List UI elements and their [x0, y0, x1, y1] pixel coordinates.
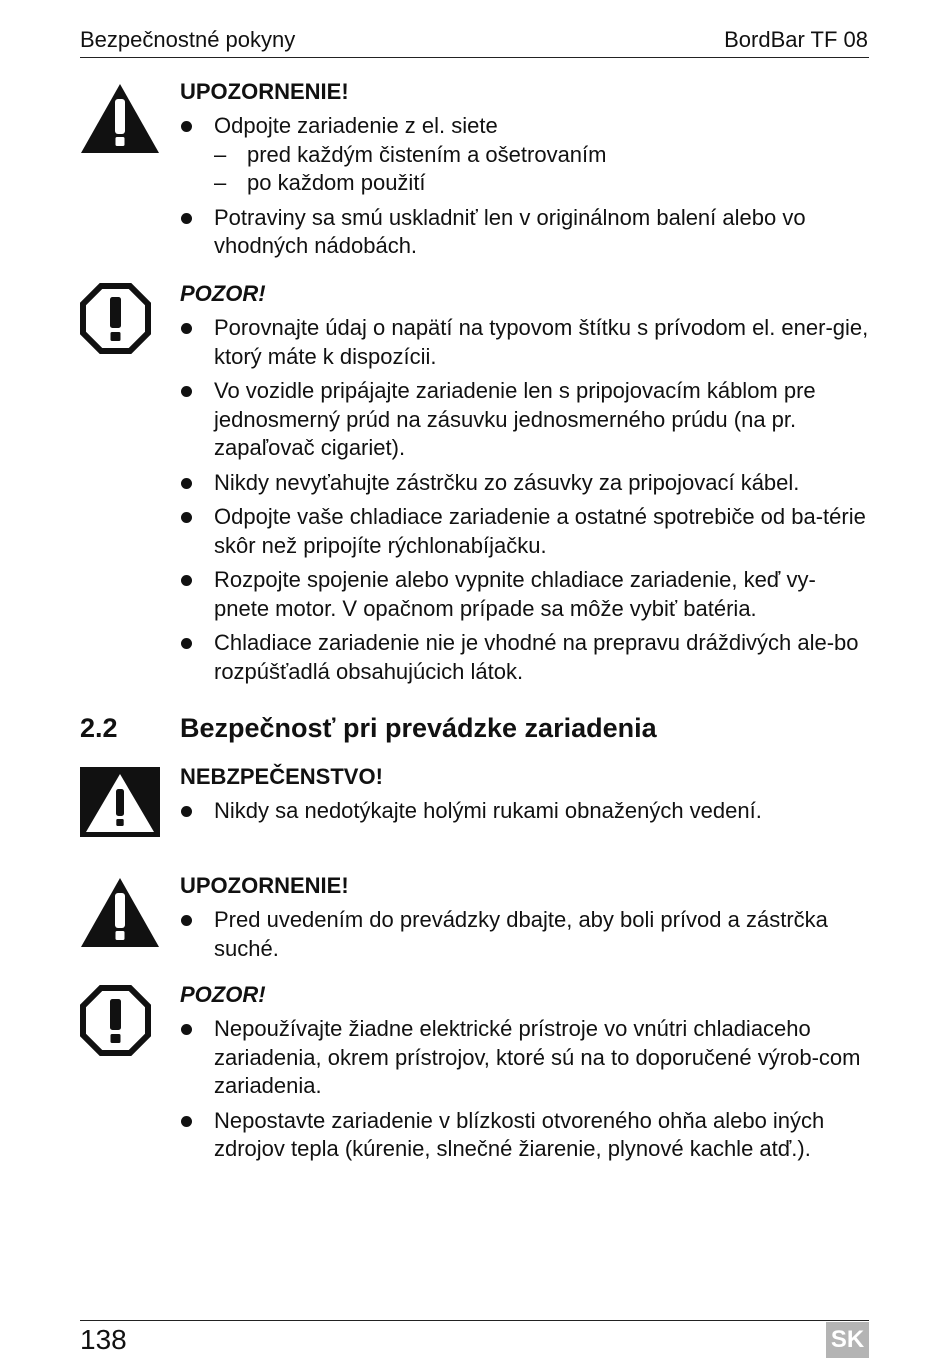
page-number: 138 [80, 1324, 127, 1355]
header-divider [80, 57, 869, 58]
dash-marker: – [214, 170, 227, 195]
list-item: Nepostavte zariadenie v blízkosti otvoreného ohňa alebo iných zdrojov tepla (kúrenie, slnečné žiarenie, plynové kachle atď.). [180, 1107, 870, 1164]
language-badge: SK [826, 1322, 869, 1358]
bullet-list [180, 1015, 870, 1164]
list-item: Porovnajte údaj o napätí na typovom štítku s prívodom el. ener-gie, ktorý máte k dispozícii. [180, 314, 870, 371]
danger-square-icon [80, 767, 160, 842]
list-item: Nikdy sa nedotýkajte holými rukami obnažených vedení. [180, 797, 870, 826]
list-item: Odpojte zariadenie z el. siete – pred každým čistením a ošetrovaním – po každom použití [180, 112, 870, 198]
bullet-icon [181, 386, 192, 397]
list-item: Potraviny sa smú uskladniť len v originálnom balení alebo vo vhodných nádobách. [180, 204, 870, 261]
section-number: 2.2 [80, 713, 118, 743]
sub-list-item: – po každom použití [214, 169, 870, 198]
bullet-icon [181, 512, 192, 523]
bullet-list [180, 906, 870, 963]
dash-marker: – [214, 141, 227, 167]
section-title: Bezpečnosť pri prevádzke zariadenia [180, 713, 657, 743]
sub-list [214, 141, 870, 198]
bullet-icon [181, 638, 192, 649]
notice-caution-2 [180, 981, 870, 1164]
header-section-title: Bezpečnostné pokyny [80, 27, 296, 52]
notice-title: POZOR! [180, 982, 266, 1007]
bullet-icon [181, 806, 192, 817]
list-item: Pred uvedením do prevádzky dbajte, aby boli prívod a zástrčka suché. [180, 906, 870, 963]
list-item: Vo vozidle pripájajte zariadenie len s pripojovacím káblom pre jednosmerný prúd na zásuvku jednosmerného prúdu (na pr. zapaľovač cigariet). [180, 377, 870, 463]
bullet-list [180, 112, 870, 261]
bullet-icon [181, 1116, 192, 1127]
notice-title: UPOZORNENIE! [180, 873, 349, 898]
warning-triangle-icon [80, 82, 160, 159]
bullet-icon [181, 1024, 192, 1035]
warning-triangle-icon [80, 876, 160, 953]
notice-danger [180, 763, 870, 826]
list-item: Chladiace zariadenie nie je vhodné na prepravu dráždivých ale-bo rozpúšťadlá obsahujúcich látok. [180, 629, 870, 686]
bullet-icon [181, 323, 192, 334]
list-item: Odpojte vaše chladiace zariadenie a ostatné spotrebiče od ba-térie skôr než pripojíte rýchlonabíjačku. [180, 503, 870, 560]
caution-octagon-icon [80, 985, 151, 1061]
notice-warning-2 [180, 872, 870, 963]
footer-divider [80, 1320, 869, 1321]
bullet-icon [181, 121, 192, 132]
bullet-list [180, 797, 870, 826]
notice-caution-1 [180, 280, 870, 686]
list-item: Rozpojte spojenie alebo vypnite chladiace zariadenie, keď vy-pnete motor. V opačnom prípade sa môže vybiť batéria. [180, 566, 870, 623]
notice-warning-1 [180, 78, 870, 261]
notice-title: POZOR! [180, 281, 266, 306]
bullet-icon [181, 213, 192, 224]
bullet-list [180, 314, 870, 686]
sub-list-item: – pred každým čistením a ošetrovaním [214, 141, 870, 170]
header-product-name: BordBar TF 08 [724, 27, 868, 52]
list-item: Nepoužívajte žiadne elektrické prístroje vo vnútri chladiaceho zariadenia, okrem prístrojov, ktoré sú na to doporučené výrob-com zariadenia. [180, 1015, 870, 1101]
bullet-icon [181, 575, 192, 586]
caution-octagon-icon [80, 283, 151, 359]
bullet-icon [181, 478, 192, 489]
list-item: Nikdy nevyťahujte zástrčku zo zásuvky za pripojovací kábel. [180, 469, 870, 498]
bullet-icon [181, 915, 192, 926]
notice-title: NEBZPEČENSTVO! [180, 764, 383, 789]
notice-title: UPOZORNENIE! [180, 79, 349, 104]
